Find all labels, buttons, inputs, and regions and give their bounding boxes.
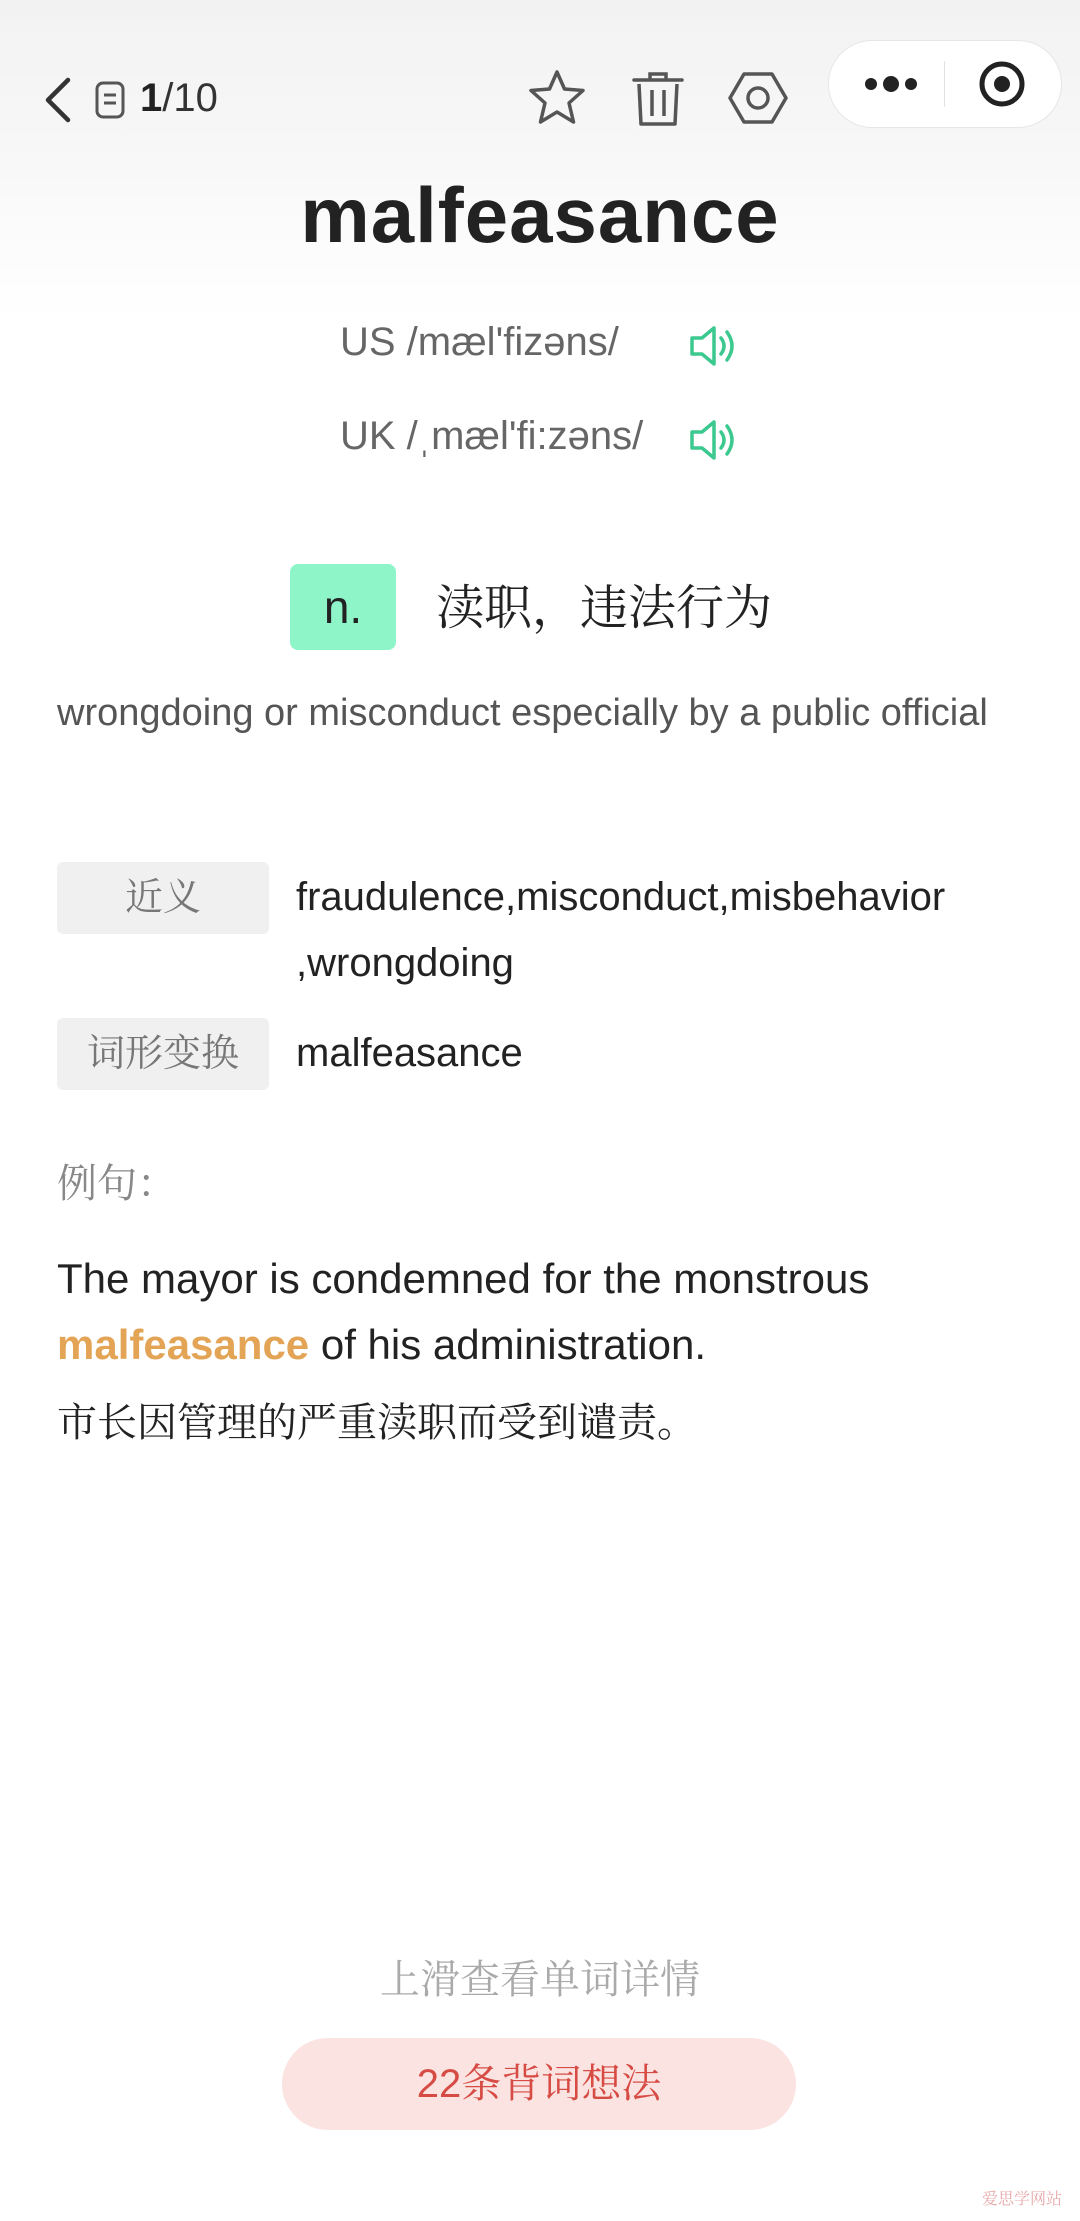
example-label: 例句： [57,1162,177,1206]
counter-current: 1 [140,76,163,120]
example-sentence-en [57,1246,1017,1378]
synonyms-tag: 近义 [57,862,269,934]
example-text-before: The mayor is condemned for the monstrous [57,1255,870,1302]
example-sentence-cn: 市长因管理的严重渎职而受到谴责。 [57,1401,697,1445]
us-phonetic: US /mæl'fizəns/ [340,320,619,364]
star-icon[interactable] [525,66,589,130]
trash-icon[interactable] [626,66,690,130]
swipe-up-hint: 上滑查看单词详情 [380,1958,700,2002]
headword: malfeasance [300,171,780,259]
watermark: 爱思学网站 [981,2191,1062,2208]
example-highlight-word: malfeasance [57,1321,310,1368]
counter-total: /10 [162,76,218,120]
more-icon[interactable] [863,65,919,103]
chinese-meaning: 渎职，违法行为 [436,582,773,635]
miniprogram-capsule [828,40,1062,128]
card-icon [94,80,126,120]
english-definition: wrongdoing or misconduct especially by a public official [57,692,988,734]
word-forms-tag: 词形变换 [57,1018,269,1090]
word-ideas-button[interactable]: 22条背词想法 [282,2038,796,2130]
progress-counter [140,74,218,122]
capsule-divider [944,61,945,107]
synonyms-value: fraudulence,misconduct,misbehavior ,wrongdoing [296,875,946,985]
us-speaker-icon[interactable] [688,322,740,370]
word-forms-value: malfeasance [296,1031,523,1075]
part-of-speech-badge: n. [290,564,396,650]
uk-speaker-icon[interactable] [688,416,740,464]
uk-phonetic: UK /ˌmæl'fi:zəns/ [340,414,644,458]
target-icon[interactable] [977,59,1027,109]
back-icon[interactable] [38,72,78,128]
settings-icon[interactable] [726,66,790,130]
example-text-after: of his administration. [309,1321,707,1368]
